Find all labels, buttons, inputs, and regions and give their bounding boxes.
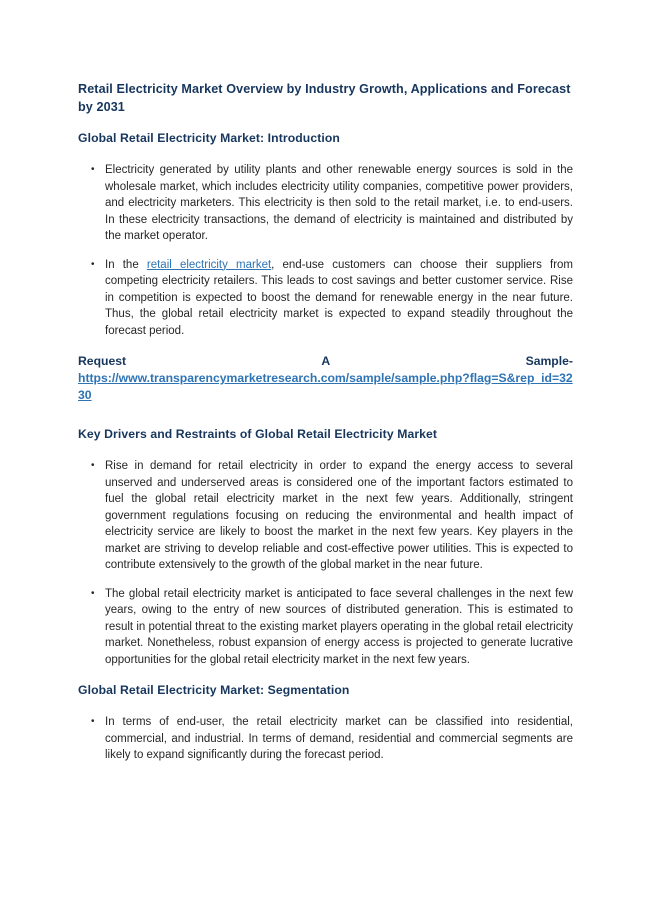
sample-request-paragraph bbox=[78, 353, 573, 404]
bullet-icon: • bbox=[91, 164, 95, 175]
sample-request-word: Request bbox=[78, 354, 127, 368]
bullet-icon: • bbox=[91, 460, 95, 471]
bullet-item bbox=[78, 257, 573, 340]
bullet-item bbox=[78, 714, 573, 764]
section-heading-introduction: Global Retail Electricity Market: Introduction bbox=[78, 131, 340, 145]
bullet-icon: • bbox=[91, 587, 95, 599]
section-heading-drivers: Key Drivers and Restraints of Global Retail Electricity Market bbox=[78, 427, 438, 441]
segmentation-bullet-list bbox=[78, 714, 573, 764]
sample-request-word: Sample- bbox=[525, 354, 573, 368]
bullet-item bbox=[78, 586, 573, 669]
bullet-text: In terms of end-user, the retail electricity market can be classified into residential, commercial, and industrial. In terms of demand, residential and commercial segments are likely to expand significantly during the forecast period. bbox=[105, 716, 573, 761]
bullet-icon: • bbox=[91, 258, 95, 270]
sample-request-word: A bbox=[321, 354, 331, 368]
retail-electricity-market-link[interactable]: retail electricity market bbox=[146, 258, 272, 271]
bullet-text-segment: In the bbox=[105, 258, 147, 271]
bullet-item bbox=[78, 458, 573, 574]
sample-request-line bbox=[78, 353, 573, 370]
bullet-item bbox=[78, 162, 573, 245]
bullet-text: Rise in demand for retail electricity in order to expand the energy access to several unserved and underserved areas is considered one of the important factors estimated to fuel the global retail electricity market in the next few years. Additionally, stringent government regulations focusing on reducing the environmental and health impact of electricity service are likely to boost the market in the next few years. Key players in the market are striving to develop reliable and cost-effective power utilities. This is expected to contribute extensively to the growth of the global market in the near future. bbox=[105, 460, 573, 571]
drivers-bullet-list bbox=[78, 458, 573, 668]
page-title: Retail Electricity Market Overview by Industry Growth, Applications and Forecast by 2031 bbox=[78, 82, 571, 114]
bullet-text bbox=[105, 257, 573, 340]
bullet-icon: • bbox=[91, 716, 95, 727]
section-heading-segmentation: Global Retail Electricity Market: Segmentation bbox=[78, 683, 350, 697]
bullet-text: The global retail electricity market is anticipated to face several challenges in the next few years, owing to the entry of new sources of distributed generation. This is estimated to result in potential threat to the existing market players operating in the global retail electricity market. Nonetheless, robust expansion of energy access is projected to generate lucrative opportunities for the global retail electricity market in the next few years. bbox=[105, 587, 573, 666]
introduction-bullet-list bbox=[78, 162, 573, 339]
bullet-text-segment: , end-use customers can choose their suppliers from competing electricity retailers. This leads to cost savings and better customer service. Rise in competition is expected to boost the demand for renewable energy in the near future. Thus, the global retail electricity market is expected to expand steadily throughout the forecast period. bbox=[105, 258, 574, 337]
sample-url-link[interactable]: https://www.transparencymarketresearch.com/sample/sample.php?flag=S&rep_id=3230 bbox=[78, 371, 573, 402]
bullet-text: Electricity generated by utility plants and other renewable energy sources is sold in the wholesale market, which includes electricity utility companies, competitive power providers, and electricity marketers. This electricity is then sold to the retail market, i.e. to end-users. In these electricity transactions, the demand of electricity is maintained and distributed by the market operator. bbox=[105, 164, 573, 242]
